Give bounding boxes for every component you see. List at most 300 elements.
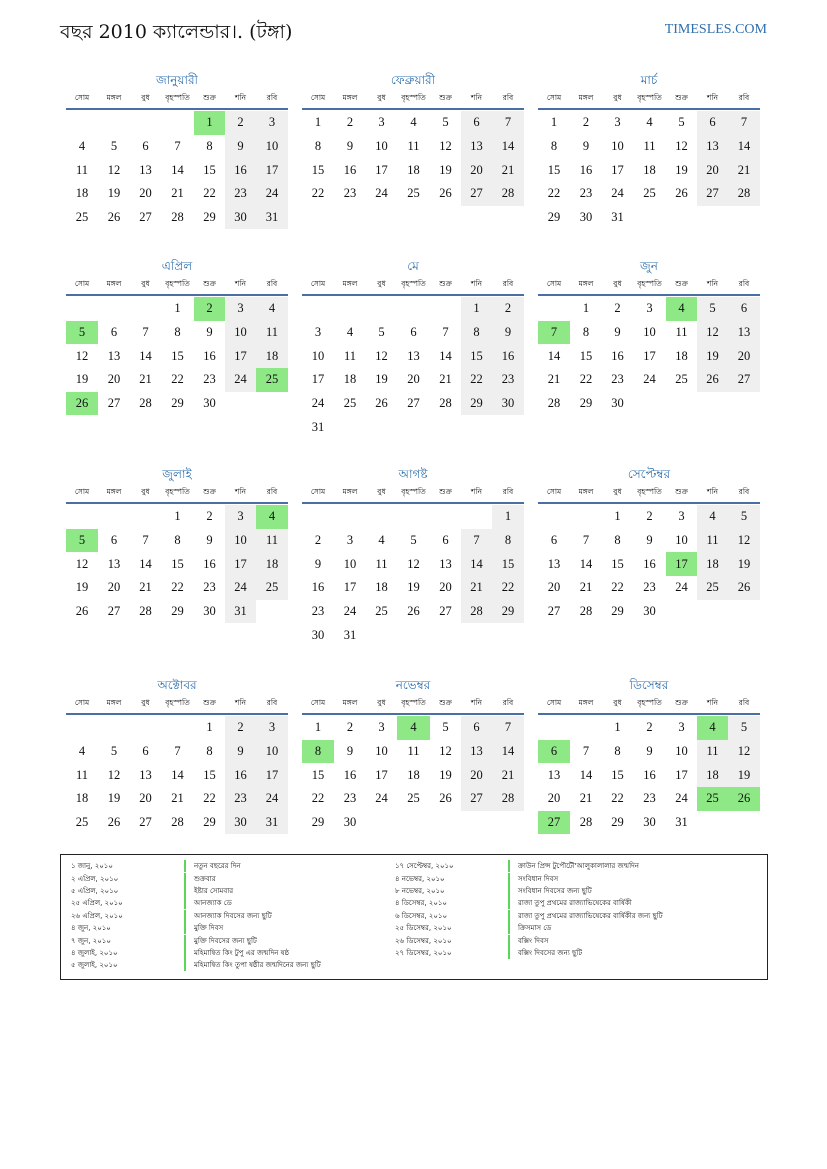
- day-cell[interactable]: 4: [646, 115, 653, 130]
- day-cell[interactable]: 19: [107, 791, 121, 806]
- day-cell[interactable]: 17: [256, 763, 288, 787]
- day-cell[interactable]: 1: [582, 301, 590, 316]
- day-cell[interactable]: 13: [407, 348, 420, 363]
- day-cell[interactable]: 8: [614, 533, 621, 548]
- day-cell[interactable]: 16: [492, 344, 524, 368]
- day-cell[interactable]: 8: [582, 325, 590, 340]
- day-cell[interactable]: 11: [675, 325, 688, 340]
- day-cell[interactable]: 3: [378, 720, 385, 735]
- day-cell[interactable]: 24: [256, 182, 288, 206]
- day-cell[interactable]: 23: [203, 580, 216, 595]
- day-cell[interactable]: 12: [375, 348, 388, 363]
- day-cell[interactable]: 29: [611, 604, 624, 619]
- day-cell[interactable]: 3: [314, 325, 322, 340]
- day-cell[interactable]: 11: [407, 139, 420, 154]
- day-cell[interactable]: 6: [550, 533, 558, 548]
- day-cell[interactable]: 11: [643, 139, 656, 154]
- day-cell[interactable]: 28: [579, 815, 593, 830]
- day-cell[interactable]: 17: [343, 580, 357, 595]
- day-cell[interactable]: 26: [75, 604, 89, 619]
- day-cell[interactable]: 19: [407, 580, 420, 595]
- day-cell[interactable]: 14: [461, 552, 492, 576]
- day-cell[interactable]: 6: [538, 740, 570, 764]
- day-cell[interactable]: 26: [407, 604, 420, 619]
- day-cell[interactable]: 22: [461, 368, 492, 392]
- day-cell[interactable]: 22: [203, 186, 216, 201]
- day-cell[interactable]: 29: [203, 210, 216, 225]
- day-cell[interactable]: 2: [614, 301, 621, 316]
- day-cell[interactable]: 11: [343, 348, 357, 363]
- day-cell[interactable]: 30: [311, 627, 325, 642]
- day-cell[interactable]: 27: [439, 604, 452, 619]
- day-cell[interactable]: 2: [492, 297, 524, 321]
- day-cell[interactable]: 12: [75, 556, 89, 571]
- day-cell[interactable]: 18: [407, 767, 420, 782]
- day-cell[interactable]: 12: [107, 162, 121, 177]
- day-cell[interactable]: 1: [492, 505, 524, 529]
- day-cell[interactable]: 11: [375, 556, 388, 571]
- day-cell[interactable]: 30: [643, 815, 656, 830]
- day-cell[interactable]: 29: [611, 815, 624, 830]
- day-cell[interactable]: 18: [407, 162, 420, 177]
- day-cell[interactable]: 20: [407, 372, 420, 387]
- day-cell[interactable]: 28: [461, 600, 492, 624]
- day-cell[interactable]: 28: [728, 182, 760, 206]
- day-cell[interactable]: 30: [611, 396, 624, 411]
- day-cell[interactable]: 12: [75, 348, 89, 363]
- day-cell[interactable]: 15: [611, 767, 624, 782]
- day-cell[interactable]: 18: [343, 372, 357, 387]
- day-cell[interactable]: 13: [547, 556, 561, 571]
- day-cell[interactable]: 6: [728, 297, 760, 321]
- day-cell[interactable]: 18: [697, 763, 728, 787]
- day-cell[interactable]: 17: [611, 162, 624, 177]
- day-cell[interactable]: 27: [461, 182, 492, 206]
- day-cell[interactable]: 2: [346, 115, 354, 130]
- day-cell[interactable]: 13: [461, 740, 492, 764]
- day-cell[interactable]: 16: [643, 556, 656, 571]
- day-cell[interactable]: 28: [139, 396, 152, 411]
- day-cell[interactable]: 2: [582, 115, 590, 130]
- day-cell[interactable]: 23: [611, 372, 624, 387]
- day-cell[interactable]: 19: [375, 372, 388, 387]
- day-cell[interactable]: 5: [110, 139, 118, 154]
- day-cell[interactable]: 6: [410, 325, 417, 340]
- day-cell[interactable]: 4: [346, 325, 354, 340]
- day-cell[interactable]: 26: [107, 210, 121, 225]
- day-cell[interactable]: 27: [139, 210, 152, 225]
- day-cell[interactable]: 19: [439, 162, 452, 177]
- day-cell[interactable]: 8: [206, 139, 213, 154]
- day-cell[interactable]: 29: [171, 604, 184, 619]
- day-cell[interactable]: 2: [194, 297, 225, 321]
- day-cell[interactable]: 8: [461, 321, 492, 345]
- day-cell[interactable]: 28: [547, 396, 561, 411]
- day-cell[interactable]: 24: [225, 576, 256, 600]
- day-cell[interactable]: 10: [375, 139, 388, 154]
- day-cell[interactable]: 25: [75, 815, 89, 830]
- day-cell[interactable]: 22: [171, 580, 184, 595]
- day-cell[interactable]: 17: [375, 767, 388, 782]
- day-cell[interactable]: 21: [579, 791, 593, 806]
- day-cell[interactable]: 28: [579, 604, 593, 619]
- day-cell[interactable]: 1: [174, 301, 181, 316]
- day-cell[interactable]: 23: [343, 186, 357, 201]
- day-cell[interactable]: 13: [107, 348, 121, 363]
- day-cell[interactable]: 10: [611, 139, 624, 154]
- day-cell[interactable]: 5: [378, 325, 385, 340]
- day-cell[interactable]: 1: [206, 720, 213, 735]
- day-cell[interactable]: 13: [439, 556, 452, 571]
- day-cell[interactable]: 1: [461, 297, 492, 321]
- day-cell[interactable]: 21: [171, 186, 184, 201]
- day-cell[interactable]: 19: [75, 372, 89, 387]
- day-cell[interactable]: 16: [643, 767, 656, 782]
- day-cell[interactable]: 24: [675, 791, 688, 806]
- day-cell[interactable]: 12: [675, 139, 688, 154]
- day-cell[interactable]: 10: [643, 325, 656, 340]
- day-cell[interactable]: 3: [256, 716, 288, 740]
- day-cell[interactable]: 20: [461, 763, 492, 787]
- day-cell[interactable]: 7: [538, 321, 570, 345]
- day-cell[interactable]: 2: [646, 509, 653, 524]
- day-cell[interactable]: 5: [66, 529, 98, 553]
- day-cell[interactable]: 25: [256, 576, 288, 600]
- day-cell[interactable]: 23: [343, 791, 357, 806]
- day-cell[interactable]: 1: [194, 111, 225, 135]
- day-cell[interactable]: 2: [225, 111, 256, 135]
- day-cell[interactable]: 2: [646, 720, 653, 735]
- day-cell[interactable]: 16: [611, 348, 624, 363]
- day-cell[interactable]: 18: [643, 162, 656, 177]
- day-cell[interactable]: 13: [728, 321, 760, 345]
- day-cell[interactable]: 1: [550, 115, 558, 130]
- day-cell[interactable]: 15: [203, 767, 216, 782]
- day-cell[interactable]: 10: [225, 529, 256, 553]
- day-cell[interactable]: 24: [643, 372, 656, 387]
- day-cell[interactable]: 28: [171, 815, 184, 830]
- day-cell[interactable]: 3: [646, 301, 653, 316]
- day-cell[interactable]: 5: [728, 505, 760, 529]
- day-cell[interactable]: 5: [410, 533, 417, 548]
- day-cell[interactable]: 6: [461, 716, 492, 740]
- day-cell[interactable]: 5: [678, 115, 685, 130]
- day-cell[interactable]: 22: [611, 580, 624, 595]
- day-cell[interactable]: 4: [256, 505, 288, 529]
- day-cell[interactable]: 4: [78, 139, 86, 154]
- day-cell[interactable]: 16: [311, 580, 325, 595]
- day-cell[interactable]: 14: [171, 767, 184, 782]
- day-cell[interactable]: 28: [492, 787, 524, 811]
- day-cell[interactable]: 5: [697, 297, 728, 321]
- day-cell[interactable]: 9: [346, 139, 354, 154]
- day-cell[interactable]: 24: [225, 368, 256, 392]
- day-cell[interactable]: 15: [611, 556, 624, 571]
- day-cell[interactable]: 18: [256, 344, 288, 368]
- day-cell[interactable]: 25: [256, 368, 288, 392]
- day-cell[interactable]: 7: [492, 111, 524, 135]
- day-cell[interactable]: 10: [343, 556, 357, 571]
- day-cell[interactable]: 17: [256, 158, 288, 182]
- day-cell[interactable]: 15: [547, 162, 561, 177]
- day-cell[interactable]: 22: [311, 186, 325, 201]
- day-cell[interactable]: 6: [110, 325, 118, 340]
- day-cell[interactable]: 23: [203, 372, 216, 387]
- day-cell[interactable]: 11: [75, 767, 89, 782]
- day-cell[interactable]: 13: [461, 135, 492, 159]
- day-cell[interactable]: 19: [675, 162, 688, 177]
- day-cell[interactable]: 10: [375, 744, 388, 759]
- day-cell[interactable]: 5: [728, 716, 760, 740]
- day-cell[interactable]: 2: [346, 720, 354, 735]
- day-cell[interactable]: 21: [171, 791, 184, 806]
- day-cell[interactable]: 7: [142, 533, 149, 548]
- day-cell[interactable]: 31: [311, 419, 325, 434]
- day-cell[interactable]: 25: [407, 186, 420, 201]
- day-cell[interactable]: 26: [375, 396, 388, 411]
- day-cell[interactable]: 18: [256, 552, 288, 576]
- day-cell[interactable]: 17: [675, 767, 688, 782]
- day-cell[interactable]: 25: [697, 787, 728, 811]
- day-cell[interactable]: 15: [461, 344, 492, 368]
- day-cell[interactable]: 29: [579, 396, 593, 411]
- day-cell[interactable]: 14: [439, 348, 452, 363]
- day-cell[interactable]: 15: [203, 162, 216, 177]
- day-cell[interactable]: 7: [582, 744, 590, 759]
- day-cell[interactable]: 10: [256, 740, 288, 764]
- day-cell[interactable]: 21: [439, 372, 452, 387]
- day-cell[interactable]: 24: [675, 580, 688, 595]
- day-cell[interactable]: 22: [311, 791, 325, 806]
- day-cell[interactable]: 23: [643, 791, 656, 806]
- day-cell[interactable]: 30: [225, 206, 256, 230]
- day-cell[interactable]: 13: [107, 556, 121, 571]
- day-cell[interactable]: 29: [203, 815, 216, 830]
- day-cell[interactable]: 19: [697, 344, 728, 368]
- day-cell[interactable]: 12: [439, 744, 452, 759]
- day-cell[interactable]: 17: [225, 344, 256, 368]
- day-cell[interactable]: 26: [697, 368, 728, 392]
- day-cell[interactable]: 7: [174, 139, 181, 154]
- day-cell[interactable]: 16: [225, 763, 256, 787]
- day-cell[interactable]: 22: [492, 576, 524, 600]
- day-cell[interactable]: 31: [343, 627, 357, 642]
- day-cell[interactable]: 12: [697, 321, 728, 345]
- day-cell[interactable]: 4: [256, 297, 288, 321]
- day-cell[interactable]: 9: [225, 740, 256, 764]
- day-cell[interactable]: 3: [225, 297, 256, 321]
- day-cell[interactable]: 6: [110, 533, 118, 548]
- day-cell[interactable]: 22: [579, 372, 593, 387]
- day-cell[interactable]: 23: [492, 368, 524, 392]
- day-cell[interactable]: 20: [728, 344, 760, 368]
- day-cell[interactable]: 3: [225, 505, 256, 529]
- day-cell[interactable]: 15: [311, 162, 325, 177]
- day-cell[interactable]: 9: [582, 139, 590, 154]
- day-cell[interactable]: 27: [547, 604, 561, 619]
- day-cell[interactable]: 27: [697, 182, 728, 206]
- day-cell[interactable]: 15: [492, 552, 524, 576]
- day-cell[interactable]: 19: [728, 552, 760, 576]
- day-cell[interactable]: 31: [675, 815, 688, 830]
- day-cell[interactable]: 12: [107, 767, 121, 782]
- day-cell[interactable]: 11: [75, 162, 89, 177]
- day-cell[interactable]: 9: [206, 325, 213, 340]
- day-cell[interactable]: 31: [256, 206, 288, 230]
- day-cell[interactable]: 7: [142, 325, 149, 340]
- day-cell[interactable]: 27: [538, 811, 570, 835]
- day-cell[interactable]: 10: [256, 135, 288, 159]
- day-cell[interactable]: 4: [697, 716, 728, 740]
- day-cell[interactable]: 14: [579, 556, 593, 571]
- day-cell[interactable]: 4: [666, 297, 697, 321]
- day-cell[interactable]: 2: [225, 716, 256, 740]
- day-cell[interactable]: 23: [225, 182, 256, 206]
- day-cell[interactable]: 12: [728, 740, 760, 764]
- day-cell[interactable]: 26: [675, 186, 688, 201]
- day-cell[interactable]: 16: [203, 348, 216, 363]
- day-cell[interactable]: 4: [397, 716, 430, 740]
- day-cell[interactable]: 21: [492, 763, 524, 787]
- day-cell[interactable]: 20: [139, 186, 152, 201]
- day-cell[interactable]: 19: [439, 767, 452, 782]
- day-cell[interactable]: 6: [142, 139, 149, 154]
- day-cell[interactable]: 22: [611, 791, 624, 806]
- day-cell[interactable]: 2: [206, 509, 213, 524]
- day-cell[interactable]: 11: [256, 321, 288, 345]
- day-cell[interactable]: 18: [375, 580, 388, 595]
- day-cell[interactable]: 18: [675, 348, 688, 363]
- day-cell[interactable]: 1: [314, 720, 322, 735]
- day-cell[interactable]: 21: [579, 580, 593, 595]
- day-cell[interactable]: 6: [442, 533, 449, 548]
- day-cell[interactable]: 9: [206, 533, 213, 548]
- day-cell[interactable]: 4: [697, 505, 728, 529]
- day-cell[interactable]: 21: [139, 580, 152, 595]
- day-cell[interactable]: 9: [314, 556, 322, 571]
- day-cell[interactable]: 21: [728, 158, 760, 182]
- day-cell[interactable]: 23: [225, 787, 256, 811]
- day-cell[interactable]: 23: [579, 186, 593, 201]
- day-cell[interactable]: 25: [75, 210, 89, 225]
- day-cell[interactable]: 19: [75, 580, 89, 595]
- day-cell[interactable]: 26: [728, 787, 760, 811]
- day-cell[interactable]: 6: [142, 744, 149, 759]
- day-cell[interactable]: 29: [547, 210, 561, 225]
- day-cell[interactable]: 3: [614, 115, 621, 130]
- day-cell[interactable]: 5: [442, 720, 449, 735]
- day-cell[interactable]: 14: [171, 162, 184, 177]
- day-cell[interactable]: 13: [139, 767, 152, 782]
- day-cell[interactable]: 3: [678, 509, 685, 524]
- day-cell[interactable]: 30: [203, 604, 216, 619]
- day-cell[interactable]: 16: [203, 556, 216, 571]
- day-cell[interactable]: 14: [492, 135, 524, 159]
- day-cell[interactable]: 25: [675, 372, 688, 387]
- day-cell[interactable]: 17: [225, 552, 256, 576]
- day-cell[interactable]: 20: [461, 158, 492, 182]
- day-cell[interactable]: 29: [461, 392, 492, 416]
- site-link[interactable]: TIMESLES.COM: [664, 22, 767, 37]
- day-cell[interactable]: 26: [728, 576, 760, 600]
- day-cell[interactable]: 11: [697, 740, 728, 764]
- day-cell[interactable]: 4: [78, 744, 86, 759]
- day-cell[interactable]: 5: [442, 115, 449, 130]
- day-cell[interactable]: 21: [492, 158, 524, 182]
- day-cell[interactable]: 3: [378, 115, 385, 130]
- day-cell[interactable]: 26: [439, 791, 452, 806]
- day-cell[interactable]: 28: [171, 210, 184, 225]
- day-cell[interactable]: 30: [225, 811, 256, 835]
- day-cell[interactable]: 9: [225, 135, 256, 159]
- day-cell[interactable]: 13: [697, 135, 728, 159]
- day-cell[interactable]: 25: [343, 396, 357, 411]
- day-cell[interactable]: 28: [492, 182, 524, 206]
- day-cell[interactable]: 14: [139, 348, 152, 363]
- day-cell[interactable]: 18: [697, 552, 728, 576]
- day-cell[interactable]: 8: [314, 139, 322, 154]
- day-cell[interactable]: 30: [643, 604, 656, 619]
- day-cell[interactable]: 3: [678, 720, 685, 735]
- day-cell[interactable]: 16: [225, 158, 256, 182]
- day-cell[interactable]: 1: [174, 509, 181, 524]
- day-cell[interactable]: 27: [461, 787, 492, 811]
- day-cell[interactable]: 21: [547, 372, 561, 387]
- day-cell[interactable]: 24: [311, 396, 325, 411]
- day-cell[interactable]: 20: [547, 791, 561, 806]
- day-cell[interactable]: 13: [139, 162, 152, 177]
- day-cell[interactable]: 25: [643, 186, 656, 201]
- day-cell[interactable]: 6: [697, 111, 728, 135]
- day-cell[interactable]: 8: [206, 744, 213, 759]
- day-cell[interactable]: 23: [311, 604, 325, 619]
- day-cell[interactable]: 8: [550, 139, 558, 154]
- day-cell[interactable]: 8: [614, 744, 621, 759]
- day-cell[interactable]: 3: [346, 533, 354, 548]
- day-cell[interactable]: 17: [666, 552, 697, 576]
- day-cell[interactable]: 11: [407, 744, 420, 759]
- day-cell[interactable]: 22: [547, 186, 561, 201]
- day-cell[interactable]: 15: [171, 348, 184, 363]
- day-cell[interactable]: 20: [107, 372, 121, 387]
- day-cell[interactable]: 7: [442, 325, 449, 340]
- day-cell[interactable]: 31: [256, 811, 288, 835]
- day-cell[interactable]: 30: [203, 396, 216, 411]
- day-cell[interactable]: 9: [492, 321, 524, 345]
- day-cell[interactable]: 25: [697, 576, 728, 600]
- day-cell[interactable]: 27: [407, 396, 420, 411]
- day-cell[interactable]: 30: [492, 392, 524, 416]
- day-cell[interactable]: 1: [314, 115, 322, 130]
- day-cell[interactable]: 20: [107, 580, 121, 595]
- day-cell[interactable]: 26: [107, 815, 121, 830]
- day-cell[interactable]: 28: [439, 396, 452, 411]
- day-cell[interactable]: 17: [643, 348, 656, 363]
- day-cell[interactable]: 10: [675, 744, 688, 759]
- day-cell[interactable]: 28: [139, 604, 152, 619]
- day-cell[interactable]: 8: [492, 529, 524, 553]
- day-cell[interactable]: 8: [302, 740, 334, 764]
- day-cell[interactable]: 29: [492, 600, 524, 624]
- day-cell[interactable]: 27: [107, 396, 121, 411]
- day-cell[interactable]: 4: [410, 115, 417, 130]
- day-cell[interactable]: 12: [407, 556, 420, 571]
- day-cell[interactable]: 22: [171, 372, 184, 387]
- day-cell[interactable]: 20: [439, 580, 452, 595]
- day-cell[interactable]: 29: [171, 396, 184, 411]
- day-cell[interactable]: 5: [66, 321, 98, 345]
- day-cell[interactable]: 7: [461, 529, 492, 553]
